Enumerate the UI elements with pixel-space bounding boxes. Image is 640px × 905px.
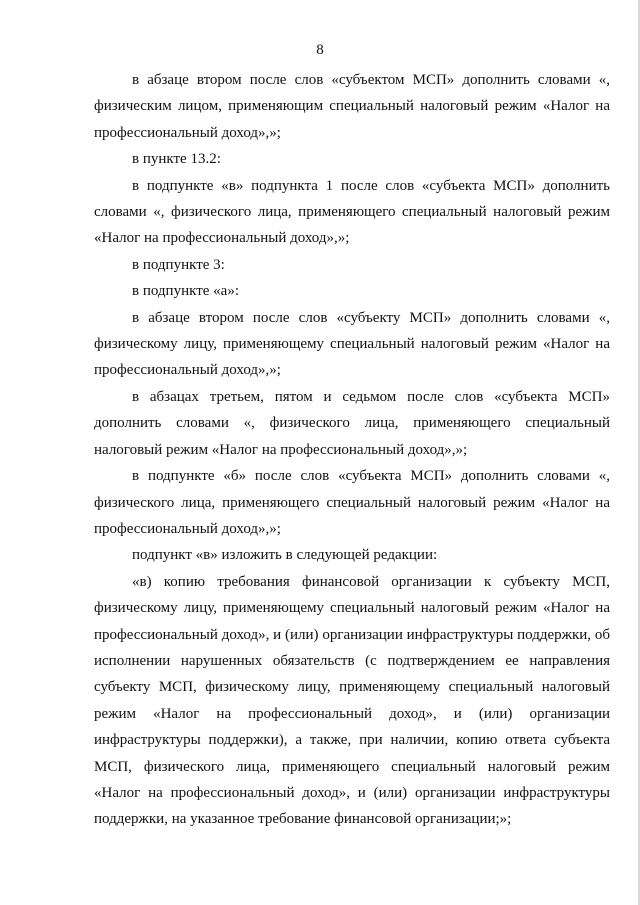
- paragraph-7: в абзацах третьем, пятом и седьмом после слов «субъекта МСП» дополнить словами «, физического лица, применяющего специальный налоговый режим «Налог на профессиональный доход»,»;: [94, 388, 610, 458]
- paragraph-10: «в) копию требования финансовой организации к субъекту МСП, физическому лицу, применяющему специальный налоговый режим «Налог на профессиональный доход», и (или) организации инфраструктуры поддержки, об исполнении нарушенных обязательств (с подтверждением ее направления субъекту МСП, физическому лицу, применяющему специальный налоговый режим «Налог на профессиональный доход», и (или) организации инфраструктуры поддержки), а также, при наличии, копию ответа субъекта МСП, физического лица, применяющего специальный налоговый режим «Налог на профессиональный доход», и (или) организации инфраструктуры поддержки, на указанное требование финансовой организации;»;: [94, 573, 610, 828]
- paragraph-8: в подпункте «б» после слов «субъекта МСП» дополнить словами «, физического лица, применяющего специальный налоговый режим «Налог на профессиональный доход»,»;: [94, 468, 610, 537]
- paragraph-2: в пункте 13.2:: [132, 151, 221, 168]
- paragraph-6: в абзаце втором после слов «субъекту МСП» дополнить словами «, физическому лицу, применяющему специальный налоговый режим «Налог на профессиональный доход»,»;: [94, 309, 610, 379]
- paragraph-1: в абзаце втором после слов «субъектом МСП» дополнить словами «, физическим лицом, применяющим специальный налоговый режим «Налог на профессиональный доход»,»;: [94, 72, 610, 141]
- paragraph-3: в подпункте «в» подпункта 1 после слов «субъекта МСП» дополнить словами «, физического лица, применяющего специальный налоговый режим «Налог на профессиональный доход»,»;: [94, 177, 610, 247]
- document-body: [94, 67, 610, 833]
- paragraph-9: подпункт «в» изложить в следующей редакции:: [132, 547, 438, 564]
- paragraph-4: в подпункте 3:: [132, 256, 225, 273]
- page-number: 8: [316, 42, 324, 58]
- paragraph-5: в подпункте «а»:: [132, 283, 239, 300]
